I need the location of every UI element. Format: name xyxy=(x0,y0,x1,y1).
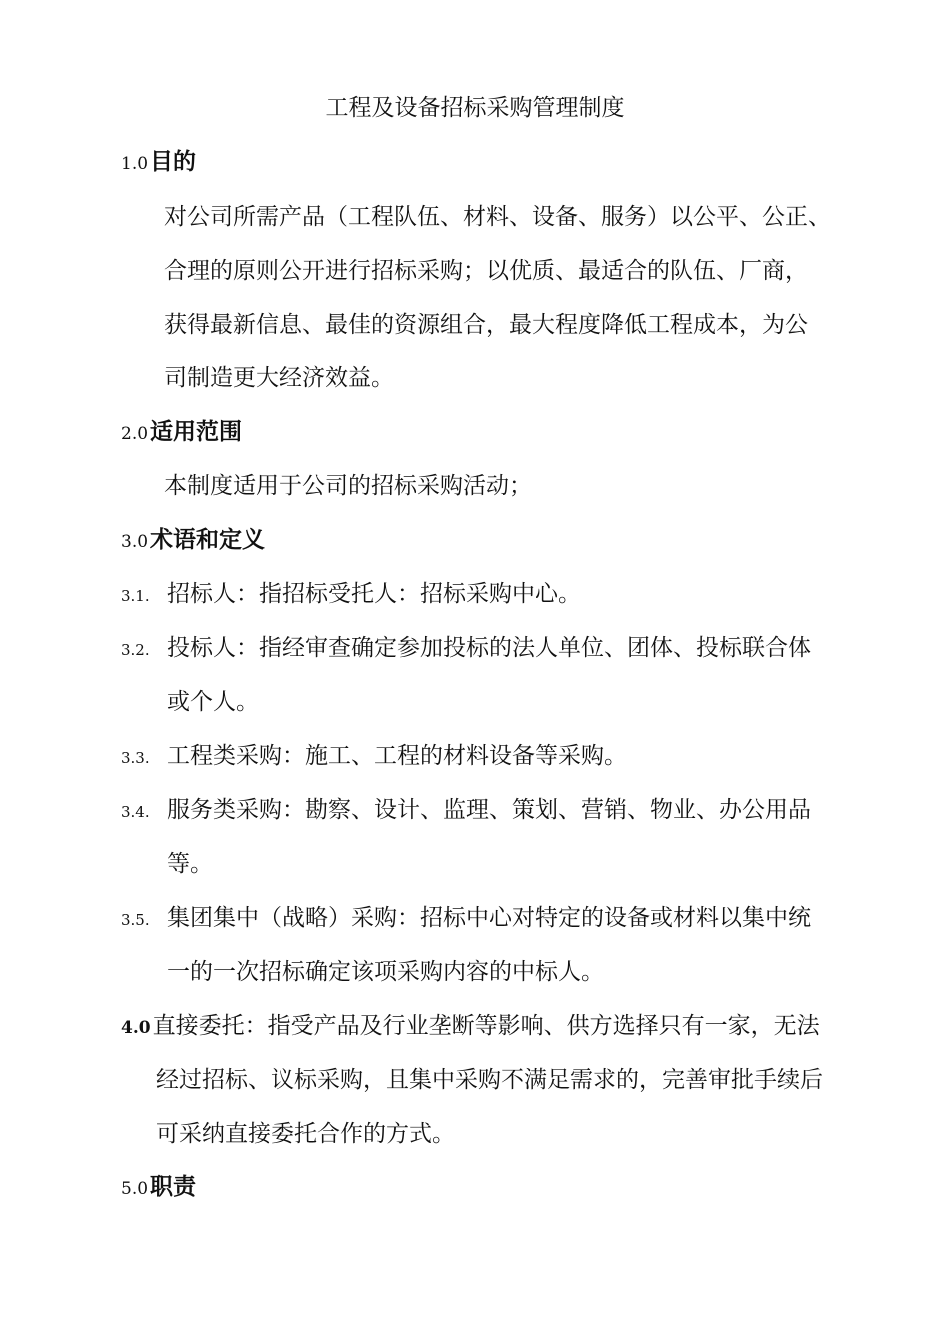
item-number: 3.3. xyxy=(121,749,150,767)
paragraph-line: 对公司所需产品（工程队伍、材料、设备、服务）以公平、公正、 xyxy=(164,204,831,230)
item-number: 3.1. xyxy=(121,587,150,605)
item-number: 3.5. xyxy=(121,911,150,929)
section-heading-4 xyxy=(121,1010,820,1044)
section-text: 直接委托：指受产品及行业垄断等影响、供方选择只有一家，无法 xyxy=(152,1013,820,1039)
list-item xyxy=(121,578,581,612)
paragraph-line: 司制造更大经济效益。 xyxy=(164,365,394,391)
list-item xyxy=(121,902,811,936)
section-heading-5 xyxy=(121,1171,196,1205)
list-item xyxy=(121,632,811,666)
item-text: 工程类采购：施工、工程的材料设备等采购。 xyxy=(167,743,627,769)
paragraph-line: 可采纳直接委托合作的方式。 xyxy=(156,1121,455,1147)
section-heading-text: 目的 xyxy=(150,149,197,175)
paragraph-line: 经过招标、议标采购，且集中采购不满足需求的，完善审批手续后 xyxy=(156,1067,823,1093)
section-heading-text: 适用范围 xyxy=(150,419,243,445)
section-heading-text: 术语和定义 xyxy=(150,527,266,553)
section-number: 2.0 xyxy=(121,424,149,444)
section-number: 5.0 xyxy=(121,1179,149,1199)
item-number: 3.4. xyxy=(121,803,150,821)
section-heading-text: 职责 xyxy=(150,1174,197,1200)
item-continuation: 一的一次招标确定该项采购内容的中标人。 xyxy=(167,959,604,985)
paragraph-line: 获得最新信息、最佳的资源组合，最大程度降低工程成本，为公 xyxy=(164,312,808,338)
document-title: 工程及设备招标采购管理制度 xyxy=(325,95,625,121)
item-continuation: 等。 xyxy=(167,851,213,877)
section-number: 4.0 xyxy=(121,1018,151,1038)
item-text: 集团集中（战略）采购：招标中心对特定的设备或材料以集中统 xyxy=(167,905,811,931)
item-number: 3.2. xyxy=(121,641,150,659)
list-item xyxy=(121,740,627,774)
item-continuation: 或个人。 xyxy=(167,689,259,715)
section-heading-2 xyxy=(121,416,242,450)
item-text: 投标人：指经审查确定参加投标的法人单位、团体、投标联合体 xyxy=(167,635,811,661)
item-text: 招标人：指招标受托人：招标采购中心。 xyxy=(167,581,581,607)
section-heading-3 xyxy=(121,524,265,558)
section-heading-1 xyxy=(121,146,196,180)
item-text: 服务类采购：勘察、设计、监理、策划、营销、物业、办公用品 xyxy=(167,797,811,823)
list-item xyxy=(121,794,811,828)
paragraph-line: 本制度适用于公司的招标采购活动； xyxy=(164,473,532,499)
section-number: 1.0 xyxy=(121,154,149,174)
section-number: 3.0 xyxy=(121,532,149,552)
paragraph-line: 合理的原则公开进行招标采购；以优质、最适合的队伍、厂商， xyxy=(164,258,808,284)
